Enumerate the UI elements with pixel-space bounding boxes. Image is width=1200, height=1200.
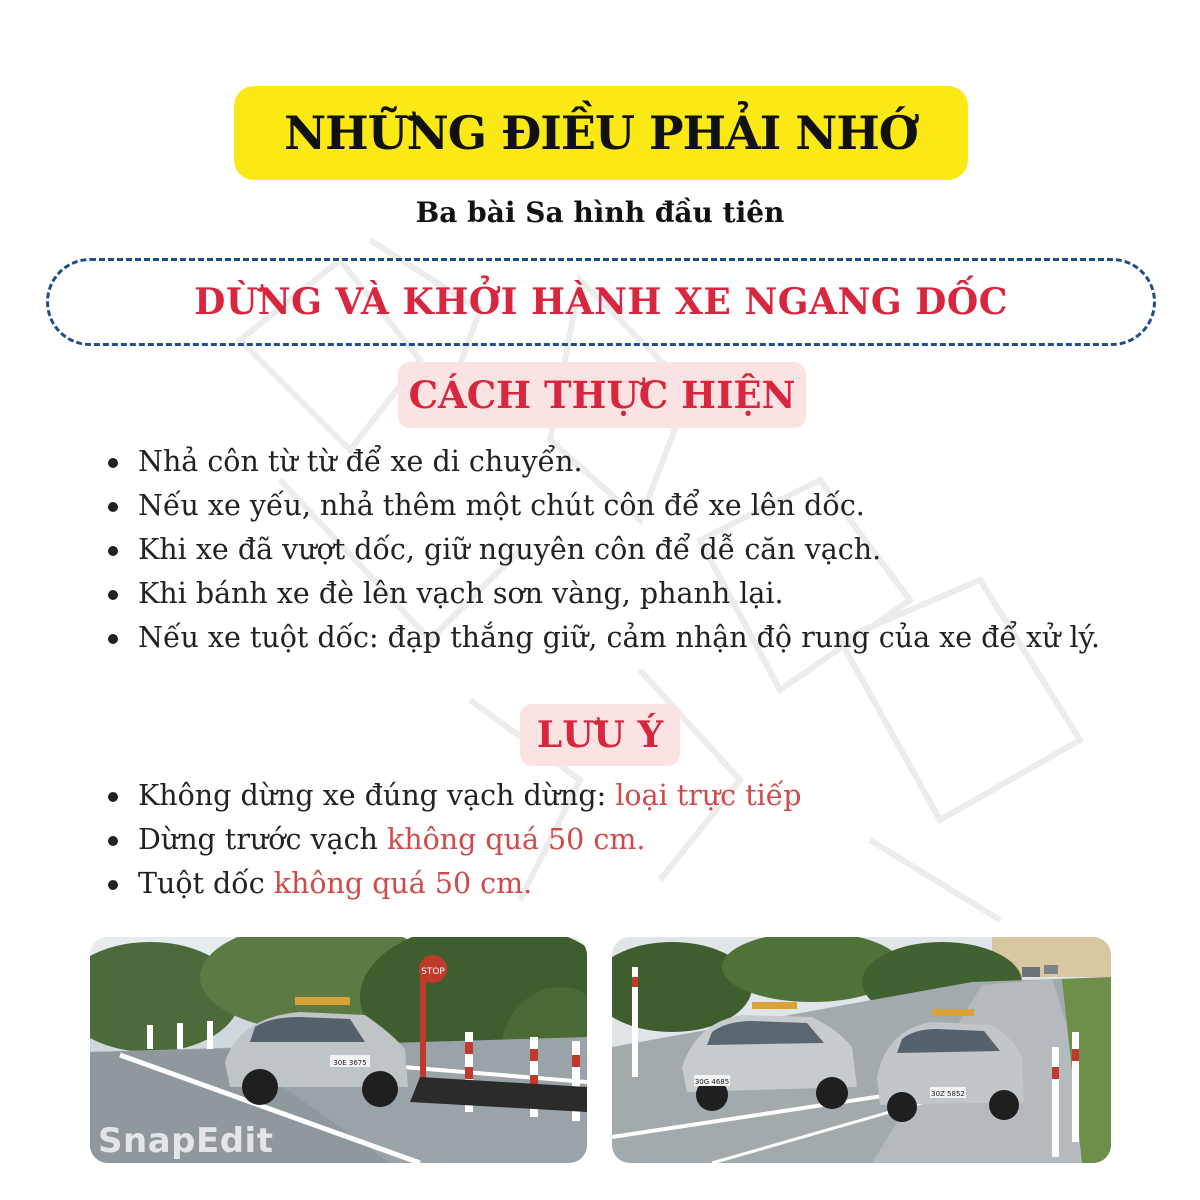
car-plate-right-1: 30G 4685 (694, 1078, 730, 1086)
list-item (106, 818, 1146, 862)
note-text: Không dừng xe đúng vạch dừng: (138, 779, 616, 812)
note-text: Dừng trước vạch (138, 823, 387, 856)
car-plate-left: 30E 3675 (333, 1059, 367, 1067)
list-item: Khi bánh xe đè lên vạch sơn vàng, phanh lại. (106, 572, 1146, 616)
note-highlight: không quá 50 cm. (273, 867, 533, 900)
note-highlight: loại trực tiếp (615, 779, 802, 812)
section-frame (46, 258, 1156, 346)
car-plate-right-2: 30Z 5852 (931, 1090, 965, 1098)
list-item: Khi xe đã vượt dốc, giữ nguyên côn để dễ căn vạch. (106, 528, 1146, 572)
photo-hill-start-left (90, 937, 587, 1163)
note-heading-pill (520, 704, 680, 766)
notes-list (106, 774, 1146, 906)
page-subtitle: Ba bài Sa hình đầu tiên (415, 196, 785, 229)
note-heading: LƯU Ý (536, 714, 664, 756)
list-item (106, 774, 1146, 818)
note-text: Tuột dốc (138, 867, 274, 900)
note-highlight: không quá 50 cm. (386, 823, 646, 856)
stop-sign-text: STOP (421, 967, 445, 977)
list-item: Nếu xe yếu, nhả thêm một chút côn để xe lên dốc. (106, 484, 1146, 528)
title-banner (234, 86, 968, 180)
howto-heading: CÁCH THỰC HIỆN (408, 373, 796, 417)
howto-heading-pill (398, 362, 806, 428)
page-title: NHỮNG ĐIỀU PHẢI NHỚ (284, 106, 918, 160)
photo-right-illustration (612, 937, 1111, 1163)
list-item: Nhả côn từ từ để xe di chuyển. (106, 440, 1146, 484)
howto-list (106, 440, 1146, 660)
list-item (106, 862, 1146, 906)
snapedit-watermark: SnapEdit (98, 1121, 274, 1161)
photo-hill-start-right (612, 937, 1111, 1163)
section-title: DỪNG VÀ KHỞI HÀNH XE NGANG DỐC (194, 281, 1008, 323)
list-item: Nếu xe tuột dốc: đạp thắng giữ, cảm nhận độ rung của xe để xử lý. (106, 616, 1146, 660)
